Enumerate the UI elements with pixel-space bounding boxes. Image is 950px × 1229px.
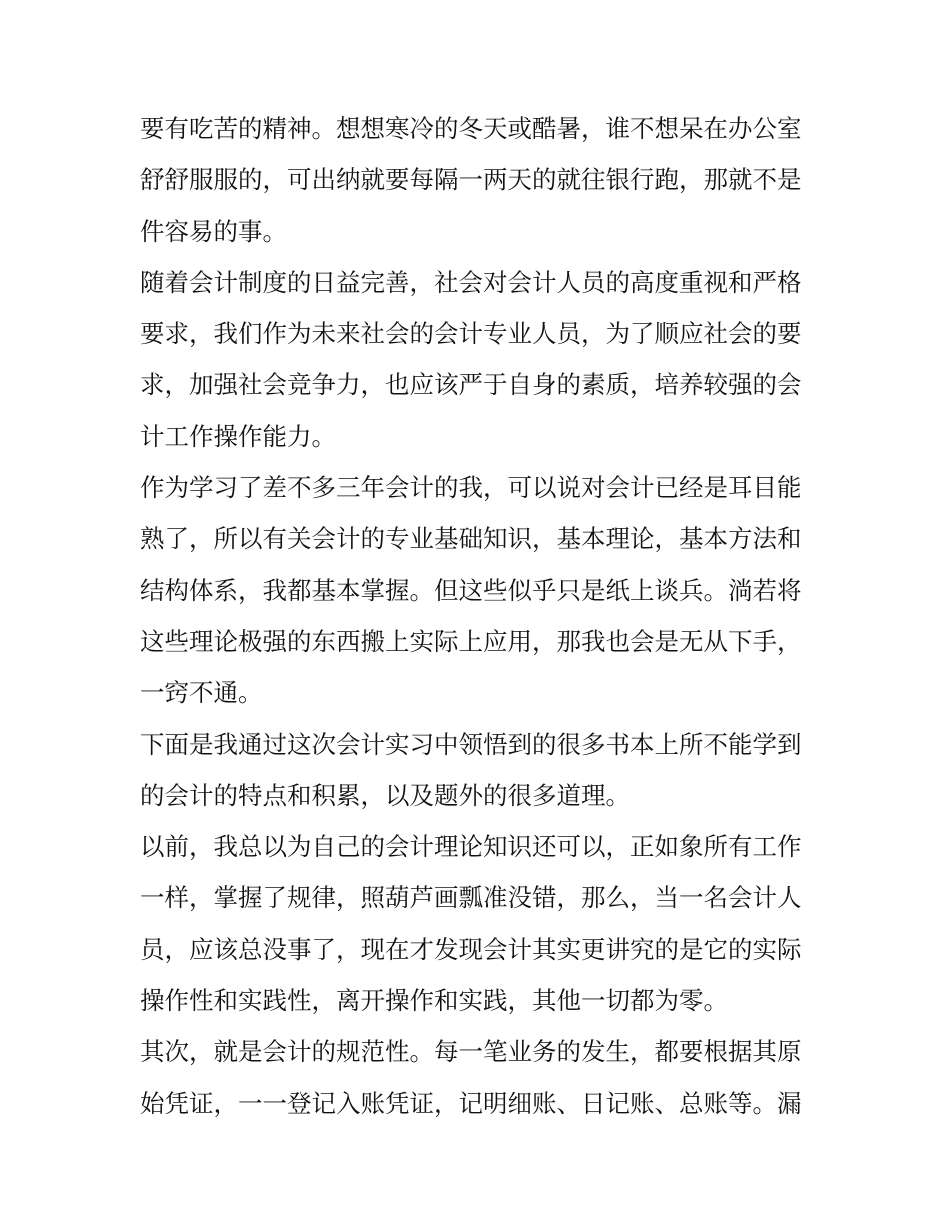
text-line: 一样，掌握了规律，照葫芦画瓢准没错，那么，当一名会计人 [140, 883, 802, 913]
text-line: 熟了，所以有关会计的专业基础知识，基本理论，基本方法和 [140, 524, 802, 554]
text-line: 作为学习了差不多三年会计的我，可以说对会计已经是耳目能 [140, 473, 802, 503]
text-line: 求，加强社会竞争力，也应该严于自身的素质，培养较强的会 [140, 370, 802, 400]
text-line: 计工作操作能力。 [140, 421, 336, 451]
text-line: 这些理论极强的东西搬上实际上应用，那我也会是无从下手， [140, 626, 802, 656]
text-line: 一窍不通。 [140, 678, 263, 708]
text-line: 员，应该总没事了，现在才发现会计其实更讲究的是它的实际 [140, 934, 802, 964]
text-line: 其次，就是会计的规范性。每一笔业务的发生，都要根据其原 [140, 1037, 802, 1067]
text-line: 操作性和实践性，离开操作和实践，其他一切都为零。 [140, 986, 728, 1016]
text-line: 始凭证，一一登记入账凭证，记明细账、日记账、总账等。漏 [140, 1088, 802, 1118]
text-line: 以前，我总以为自己的会计理论知识还可以，正如象所有工作 [140, 832, 802, 862]
text-line: 舒舒服服的，可出纳就要每隔一两天的就往银行跑，那就不是 [140, 165, 802, 195]
text-line: 下面是我通过这次会计实习中领悟到的很多书本上所不能学到 [140, 729, 802, 759]
text-line: 的会计的特点和积累，以及题外的很多道理。 [140, 780, 630, 810]
text-line: 随着会计制度的日益完善，社会对会计人员的高度重视和严格 [140, 267, 802, 297]
text-line: 要求，我们作为未来社会的会计专业人员，为了顺应社会的要 [140, 319, 802, 349]
text-line: 件容易的事。 [140, 216, 287, 246]
text-line: 要有吃苦的精神。想想寒冷的冬天或酷暑，谁不想呆在办公室 [140, 114, 802, 143]
text-line: 结构体系，我都基本掌握。但这些似乎只是纸上谈兵。淌若将 [140, 575, 802, 605]
body-text [140, 103, 820, 1129]
